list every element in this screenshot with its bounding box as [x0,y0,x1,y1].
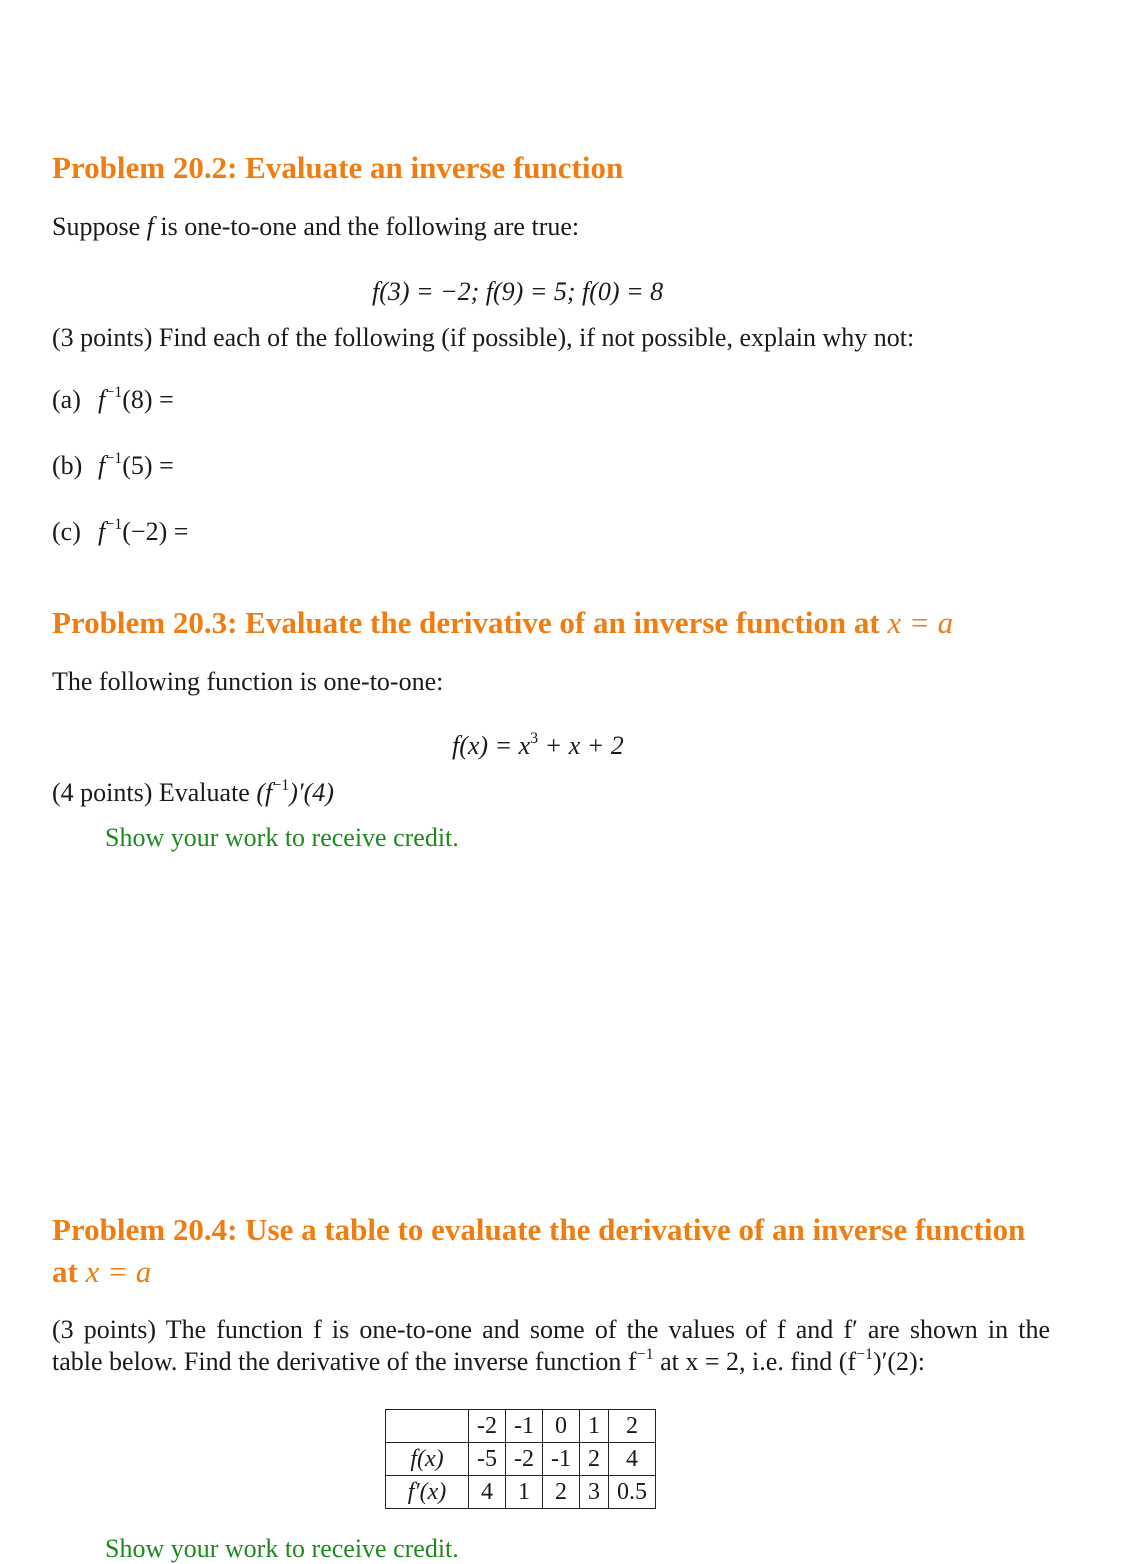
problem-20-3-heading: Problem 20.3: Evaluate the derivative of an inverse function at x = a [52,605,954,640]
table-cell: 4 [609,1443,656,1476]
problem-20-4-heading-line2: at x = a [52,1254,152,1289]
problem-20-3-credit-note: Show your work to receive credit. [105,823,459,852]
problem-20-3-instructions: (4 points) Evaluate $(f^{-1})'(4)$ [52,777,334,807]
table-cell: -1 [543,1443,580,1476]
part-a: (a) $f^{-1}(8)$ = [52,384,174,414]
table-cell: -2 [506,1443,543,1476]
part-b: (b) $f^{-1}(5)$ = [52,450,174,480]
table-row-label: f′(x) [386,1476,469,1509]
table-header-cell: 0 [543,1410,580,1443]
given-values: f(3) = −2; f(9) = 5; f(0) = 8 [372,277,664,306]
table-cell: -5 [469,1443,506,1476]
table-header-cell: -1 [506,1410,543,1443]
problem-20-2-heading: Problem 20.2: Evaluate an inverse function [52,150,624,185]
table-header-cell: 2 [609,1410,656,1443]
table-cell: 2 [580,1443,609,1476]
problem-20-2-intro: Suppose f is one-to-one and the following are true: [52,212,580,241]
problem-20-4-text-line2: table below. Find the derivative of the inverse function $f^{-1}$ at x = 2, i.e. find $(f^{-1})'(2)$: [52,1346,925,1376]
problem-20-4-heading-line1: Problem 20.4: Use a table to evaluate the derivative of an inverse function [52,1212,1026,1247]
problem-20-4-credit-note: Show your work to receive credit. [105,1534,459,1563]
function-definition: $f(x) = x^3 + x + 2$ [452,730,624,760]
table-cell: 1 [506,1476,543,1509]
problem-20-2-instructions: (3 points) Find each of the following (if possible), if not possible, explain why not: [52,323,915,352]
part-c: (c) $f^{-1}(-2)$ = [52,516,189,546]
table-row [386,1476,656,1509]
table-cell: 0.5 [609,1476,656,1509]
table-header-cell: 1 [580,1410,609,1443]
table-cell: 2 [543,1476,580,1509]
problem-20-4-text-line1: (3 points) The function f is one-to-one and some of the values of f and f′ are shown in the [52,1315,1050,1344]
table-cell: 4 [469,1476,506,1509]
table-row-label: f(x) [386,1443,469,1476]
table-cell: 3 [580,1476,609,1509]
table-header-cell: -2 [469,1410,506,1443]
values-table [385,1409,656,1509]
table-header-row [386,1410,656,1443]
table-row [386,1443,656,1476]
problem-20-3-intro: The following function is one-to-one: [52,667,444,696]
table-corner-cell [386,1410,469,1443]
